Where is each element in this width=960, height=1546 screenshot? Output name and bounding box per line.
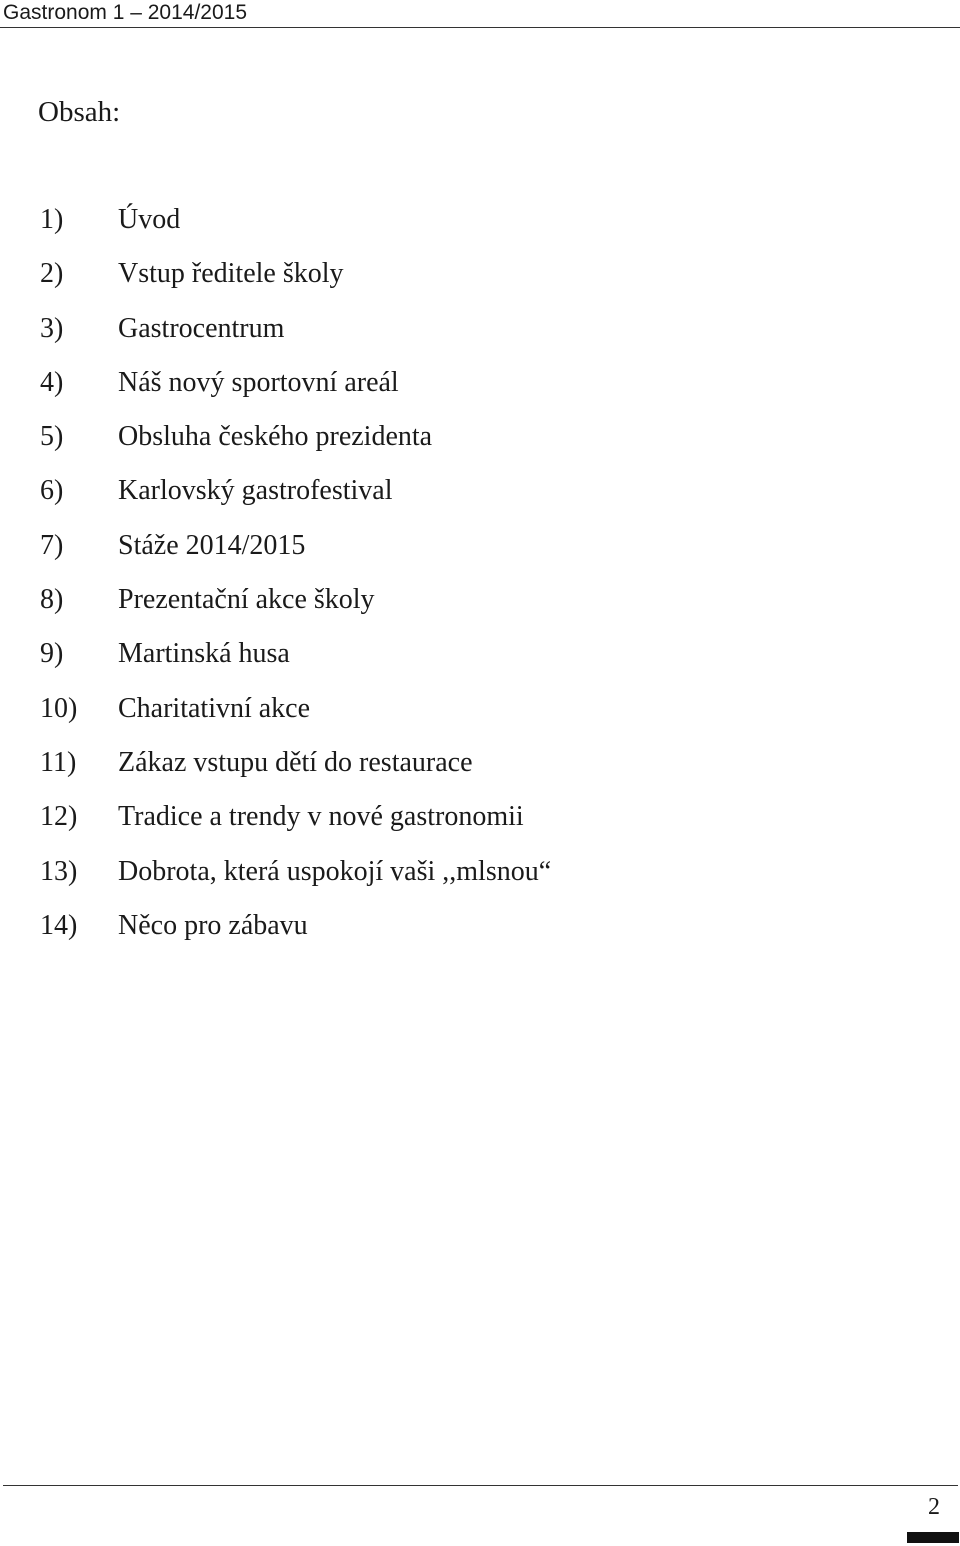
toc-item-number: 5)	[40, 421, 64, 453]
table-of-contents	[40, 200, 551, 960]
toc-item	[40, 580, 551, 634]
toc-item-title: Gastrocentrum	[118, 312, 285, 344]
toc-item	[40, 906, 551, 960]
footer-mark	[907, 1532, 959, 1543]
toc-item-title: Náš nový sportovní areál	[118, 366, 399, 398]
toc-item-number: 3)	[40, 312, 64, 344]
footer-divider	[3, 1485, 958, 1486]
toc-item	[40, 634, 551, 688]
toc-item	[40, 852, 551, 906]
toc-item-number: 13)	[40, 855, 78, 887]
toc-heading: Obsah:	[38, 96, 121, 128]
toc-item-title: Vstup ředitele školy	[118, 258, 344, 290]
toc-item-title: Zákaz vstupu dětí do restaurace	[118, 746, 473, 778]
toc-item-title: Tradice a trendy v nové gastronomii	[118, 801, 524, 833]
toc-item-number: 6)	[40, 475, 64, 507]
toc-item-number: 12)	[40, 801, 78, 833]
toc-item-number: 14)	[40, 909, 78, 941]
toc-item-title: Charitativní akce	[118, 692, 311, 724]
toc-item	[40, 689, 551, 743]
toc-item-title: Martinská husa	[118, 638, 290, 670]
toc-item-number: 9)	[40, 638, 64, 670]
toc-item	[40, 526, 551, 580]
toc-item	[40, 254, 551, 308]
toc-item	[40, 363, 551, 417]
running-header-title: Gastronom 1 – 2014/2015	[3, 1, 248, 24]
toc-item	[40, 309, 551, 363]
toc-item	[40, 200, 551, 254]
toc-item	[40, 743, 551, 797]
toc-item-title: Karlovský gastrofestival	[118, 475, 393, 507]
toc-item-number: 11)	[40, 746, 77, 778]
toc-item-number: 1)	[40, 204, 64, 235]
toc-item-title: Prezentační akce školy	[118, 584, 375, 616]
toc-item-title: Stáže 2014/2015	[118, 529, 306, 561]
toc-item-title: Něco pro zábavu	[118, 909, 308, 941]
toc-item-number: 2)	[40, 258, 64, 290]
toc-item-number: 8)	[40, 584, 64, 616]
toc-item	[40, 471, 551, 525]
toc-item-title: Úvod	[118, 204, 181, 235]
toc-item	[40, 417, 551, 471]
toc-item-number: 7)	[40, 529, 64, 561]
toc-item	[40, 797, 551, 851]
toc-item-number: 4)	[40, 366, 64, 398]
running-header	[0, 0, 960, 28]
toc-item-title: Dobrota, která uspokojí vaši ,,mlsnou“	[118, 855, 552, 887]
page-number: 2	[928, 1494, 940, 1520]
toc-item-number: 10)	[40, 692, 78, 724]
toc-item-title: Obsluha českého prezidenta	[118, 421, 433, 453]
